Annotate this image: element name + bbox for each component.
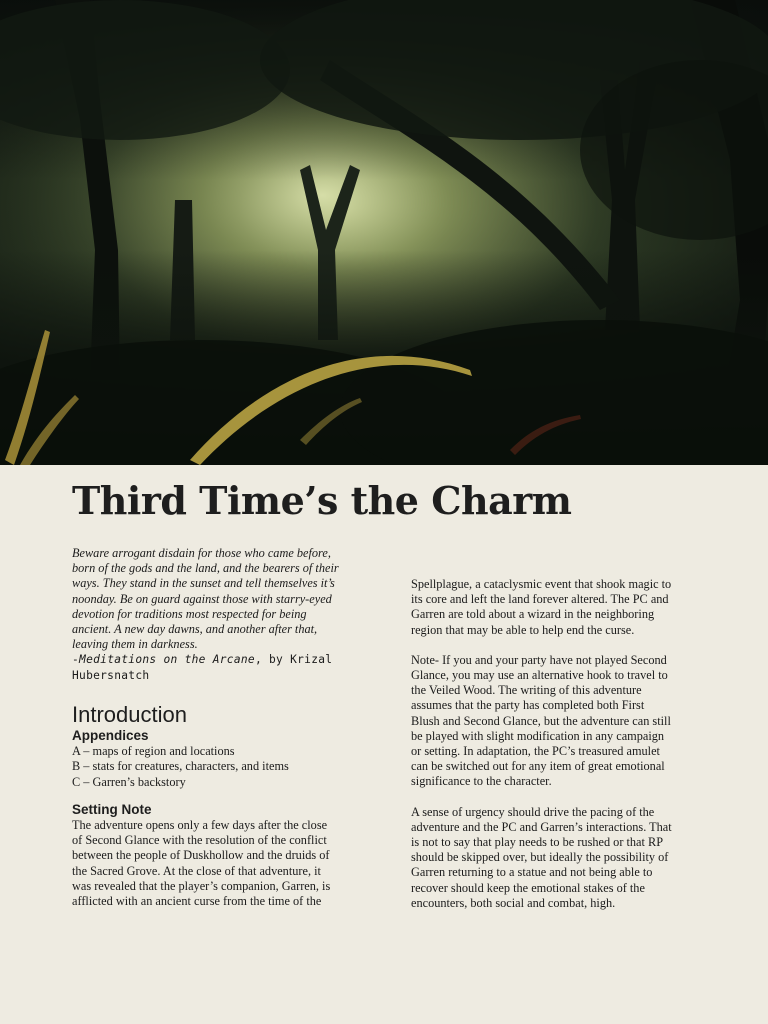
- epigraph-line: ancient. A new day dawns, and another after that,: [72, 622, 318, 637]
- left-column: [72, 546, 357, 909]
- body-line: region that may be able to help end the curse.: [411, 622, 635, 637]
- body-line: is not to say that play needs to be rushed or that RP: [411, 835, 664, 850]
- body-line: A sense of urgency should drive the pacing of the: [411, 804, 655, 819]
- body-line: Spellplague, a cataclysmic event that shook magic to: [411, 577, 672, 591]
- epigraph-line: ways. They stand in the sunset and tell themselves it’s: [72, 576, 335, 591]
- body-line: Blush and Second Glance, but the adventure can still: [411, 713, 671, 728]
- setting-note-line: the Sacred Grove. At the close of that adventure, it: [72, 863, 321, 878]
- appendix-item: A – maps of region and locations: [72, 744, 235, 759]
- setting-note-line: was revealed that the player’s companion, Garren, is: [72, 878, 331, 893]
- appendix-item: B – stats for creatures, characters, and items: [72, 759, 289, 774]
- body-line: its core and left the land forever altered. The PC and: [411, 592, 669, 607]
- right-column: [411, 577, 696, 911]
- body-line: Garren returning to a statue and not being able to: [411, 865, 653, 880]
- body-line: assumes that the party has completed both First: [411, 698, 645, 713]
- setting-note-line: between the people of Duskhollow and the druids of: [72, 848, 330, 863]
- setting-note-line: afflicted with an ancient curse from the time of the: [72, 894, 322, 909]
- epigraph-line: noonday. Be on guard against those with starry-eyed: [72, 591, 332, 606]
- epigraph-line: born of the gods and the land, and the bearers of their: [72, 561, 339, 576]
- setting-note-line: The adventure opens only a few days after the close: [72, 818, 328, 833]
- cite-book-title: Meditations on the Arcane: [79, 653, 255, 667]
- body-line: or setting. In adaptation, the PC’s treasured amulet: [411, 744, 660, 759]
- epigraph: [72, 546, 357, 683]
- setting-note-heading: Setting Note: [72, 801, 152, 817]
- document-title: Third Time’s the Charm: [72, 478, 572, 523]
- body-line: recover should keep the emotional stakes of the: [411, 880, 645, 895]
- epigraph-line: leaving them in darkness.: [72, 637, 198, 652]
- body-line: can be switched out for any item of great emotional: [411, 759, 665, 774]
- setting-note-line: of Second Glance with the resolution of the conflict: [72, 833, 327, 848]
- body-line: be played with slight modification in any campaign: [411, 728, 665, 743]
- body-line: Note- If you and your party have not played Second: [411, 652, 667, 667]
- body-line: Garren are told about a wizard in the neighboring: [411, 607, 655, 622]
- epigraph-citation: [72, 652, 357, 667]
- epigraph-line: Beware arrogant disdain for those who came before,: [72, 546, 331, 560]
- appendix-item: C – Garren’s backstory: [72, 774, 186, 789]
- cite-author-prefix: , by Krizal: [254, 653, 333, 667]
- body-line: should be skipped over, but ideally the possibility of: [411, 850, 669, 865]
- epigraph-line: devotion for traditions most respected for being: [72, 606, 307, 621]
- body-line: adventure and the PC and Garren’s interactions. That: [411, 819, 672, 834]
- body-line: Glance, you may use an alternative hook to travel to: [411, 668, 668, 683]
- epigraph-citation-author: Hubersnatch: [72, 668, 150, 682]
- forest-hero-image: [0, 0, 768, 465]
- cite-dash: -: [72, 653, 80, 667]
- body-line: significance to the character.: [411, 774, 552, 789]
- body-line: encounters, both social and combat, high.: [411, 895, 616, 910]
- body-line: the Veiled Wood. The writing of this adventure: [411, 683, 642, 698]
- appendices-heading: Appendices: [72, 728, 149, 744]
- introduction-heading: Introduction: [72, 701, 187, 727]
